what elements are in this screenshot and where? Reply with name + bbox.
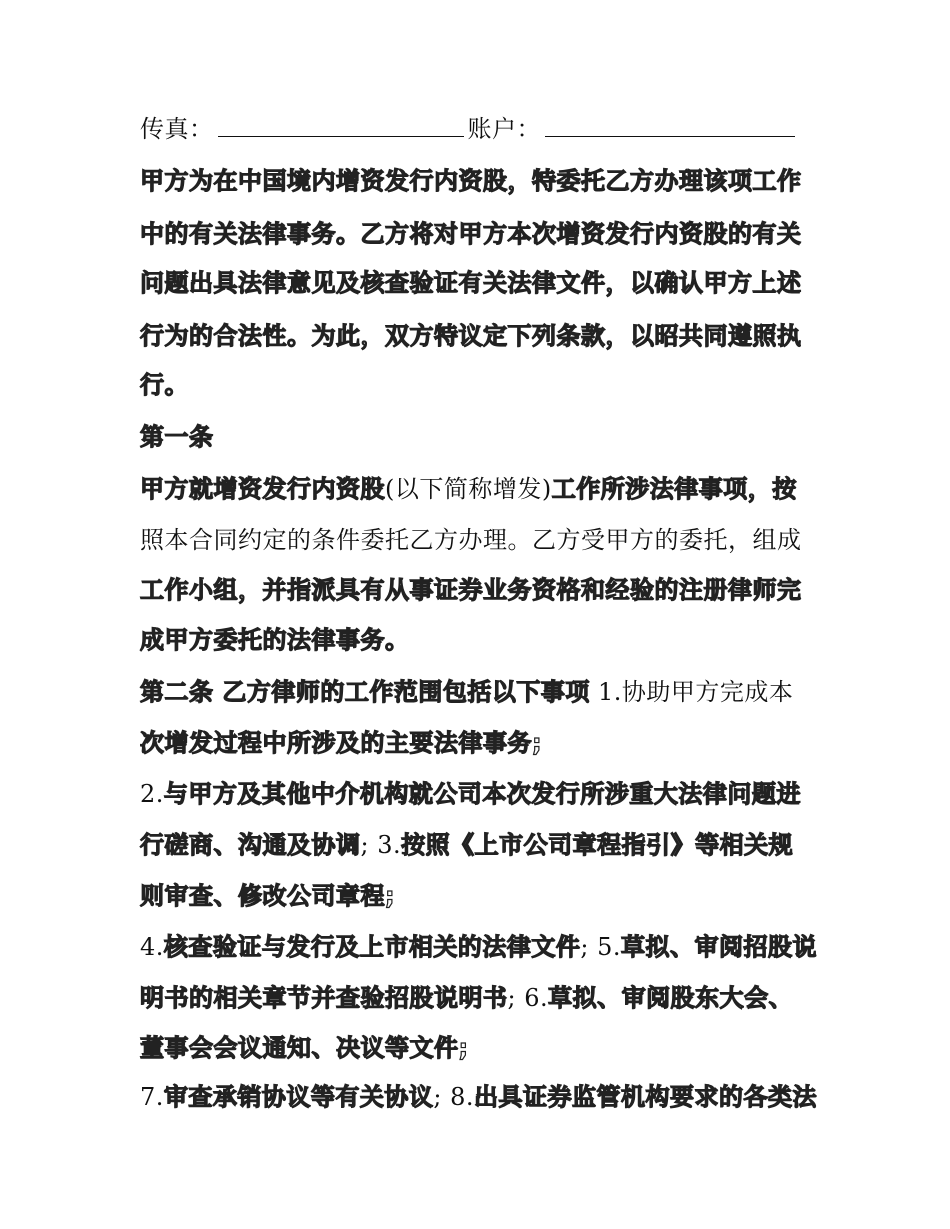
text-segment: 甲方就增资发行内资股	[140, 475, 385, 503]
text-segment: ; 6.	[507, 984, 549, 1012]
paragraph-line	[140, 474, 820, 504]
fax-blank-field	[218, 114, 464, 137]
text-segment: ; 5.	[580, 933, 622, 961]
fax-label: 传真：	[140, 115, 214, 143]
text-segment: 出具证券监管机构要求的各类法	[474, 1083, 818, 1111]
account-label: 账户：	[467, 115, 541, 143]
paragraph-line	[140, 830, 820, 860]
text-segment: 审查承销协议等有关协议	[163, 1083, 434, 1111]
text-segment: (以下简称增发)	[385, 475, 552, 503]
article-1-title: 第一条	[140, 423, 214, 451]
item-number: 7.	[140, 1083, 164, 1111]
paragraph-line	[140, 983, 820, 1013]
text-segment: 草拟、审阅招股说	[621, 933, 818, 961]
item-number: 2.	[140, 780, 164, 808]
paragraph-line: 次增发过程中所涉及的主要法律事务;	[140, 729, 543, 757]
text-segment: ; 3.	[360, 831, 402, 859]
text-segment: 明书的相关章节并查验招股说明书	[140, 984, 508, 1012]
paragraph-line	[140, 932, 820, 962]
text-segment: 核查验证与发行及上市相关的法律文件	[163, 933, 581, 961]
fax-account-line	[140, 114, 820, 144]
text-segment: 草拟、审阅股东大会、	[548, 984, 794, 1012]
paragraph-line: 工作小组，并指派具有从事证券业务资格和经验的注册律师完	[140, 576, 802, 604]
paragraph-line: 则审查、修改公司章程;	[140, 882, 396, 910]
text-segment: 第二条 乙方律师的工作范围包括以下事项	[140, 678, 590, 706]
paragraph-line	[140, 1082, 820, 1112]
paragraph-line: 成甲方委托的法律事务。	[140, 626, 410, 654]
paragraph-line: 甲方为在中国境内增资发行内资股，特委托乙方办理该项工作	[140, 167, 802, 195]
text-segment: 工作所涉法律事项，按	[551, 475, 797, 503]
paragraph-line: 行为的合法性。为此，双方特议定下列条款，以昭共同遵照执	[140, 322, 802, 350]
paragraph-line: 中的有关法律事务。乙方将对甲方本次增资发行内资股的有关	[140, 220, 802, 248]
paragraph-line	[140, 779, 820, 809]
text-segment: 行磋商、沟通及协调	[140, 831, 361, 859]
paragraph-line: 照本合同约定的条件委托乙方办理。乙方受甲方的委托，组成	[140, 526, 802, 554]
text-segment: 与甲方及其他中介机构就公司本次发行所涉重大法律问题进	[163, 780, 801, 808]
paragraph-line: 行。	[140, 371, 189, 399]
paragraph-line: 问题出具法律意见及核查验证有关法律文件，以确认甲方上述	[140, 269, 802, 297]
text-segment: 1.协助甲方完成本	[589, 678, 794, 706]
paragraph-line: 董事会会议通知、决议等文件;	[140, 1034, 469, 1062]
account-blank-field	[545, 114, 795, 137]
text-segment: 按照《上市公司章程指引》等相关规	[401, 831, 794, 859]
item-number: 4.	[140, 933, 164, 961]
text-segment: ; 8.	[433, 1083, 475, 1111]
paragraph-line	[140, 677, 820, 707]
